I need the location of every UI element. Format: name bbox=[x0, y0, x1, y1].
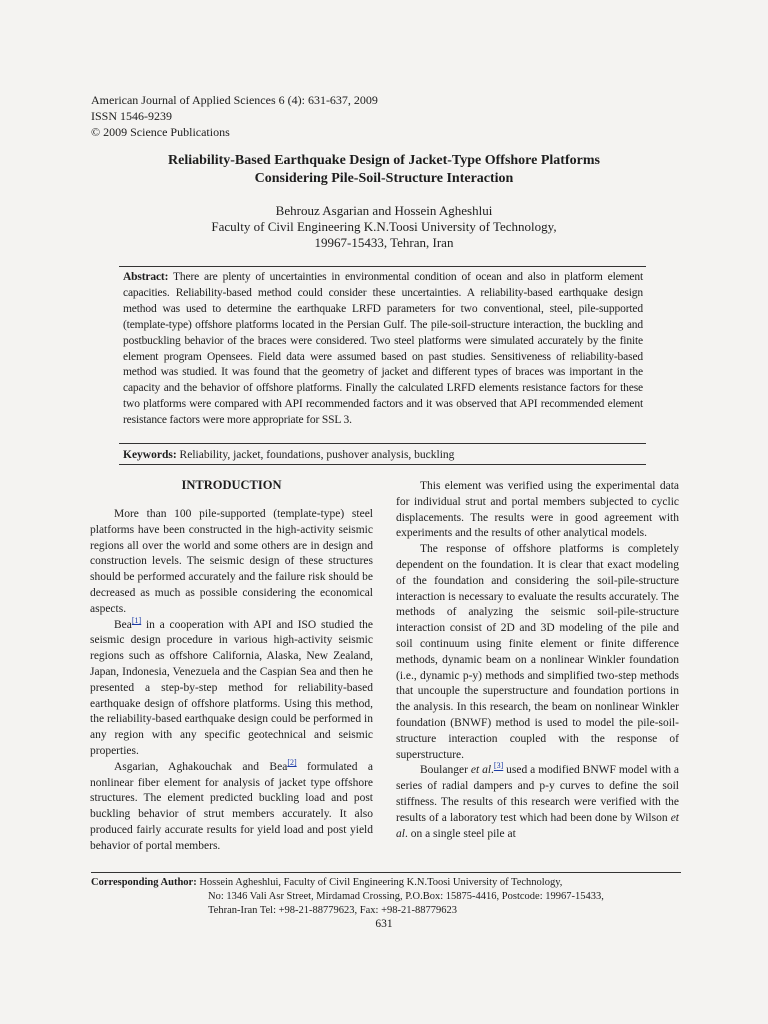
text-run: Bea bbox=[114, 618, 132, 631]
et-al: et al bbox=[396, 811, 679, 840]
author-affiliation: Faculty of Civil Engineering K.N.Toosi University of Technology, bbox=[211, 219, 557, 234]
text-run: . on a single steel pile at bbox=[404, 827, 516, 840]
keywords-text: Reliability, jacket, foundations, pushover analysis, buckling bbox=[179, 449, 455, 461]
title-line-2: Considering Pile-Soil-Structure Interaction bbox=[254, 171, 514, 186]
intro-paragraph-2 bbox=[90, 615, 373, 760]
author-names: Behrouz Asgarian and Hossein Agheshlui bbox=[275, 203, 493, 218]
right-column bbox=[396, 479, 679, 842]
footer-rule bbox=[91, 872, 681, 873]
issn: ISSN 1546-9239 bbox=[91, 109, 173, 123]
abstract-top-rule bbox=[119, 266, 646, 267]
section-heading-introduction: INTRODUCTION bbox=[181, 478, 282, 492]
copyright: © 2009 Science Publications bbox=[91, 125, 230, 139]
right-paragraph-2: The response of offshore platforms is completely dependent on the foundation. It is clear that exact modeling of the foundation and considering the soil-pile-structure interaction is necessary to evaluate the results accurately. The methods of analyzing the seismic soil-pile-structure interaction consist of 2D and 3D modeling of the pile and soil continuum using finite element or finite difference methods, dynamic beam on a nonlinear Winkler foundation (i.e., dynamic p-y) methods and simplified two-step methods that uncouple the superstructure and foundation portions in the analysis. In this research, the beam on nonlinear Winkler foundation (BNWF) method is used to model the pile-soil-structure interaction coupled with the response of superstructure. bbox=[396, 543, 679, 761]
corr-line-2: No: 1346 Vali Asr Street, Mirdamad Crossing, P.O.Box: 15875-4416, Postcode: 19967-15433, bbox=[208, 891, 604, 902]
author-block bbox=[60, 203, 708, 251]
keywords-label: Keywords: bbox=[123, 449, 177, 461]
text-run: Boulanger bbox=[420, 764, 471, 777]
paper-title bbox=[60, 152, 708, 188]
left-column bbox=[90, 477, 373, 855]
right-paragraph-1: This element was verified using the experimental data for individual strut and portal members subjected to cyclic displacements. The results were in good agreement with experiments and the results of other analytical models. bbox=[396, 480, 679, 540]
abstract-bottom-rule bbox=[119, 443, 646, 444]
keywords-rule bbox=[119, 464, 646, 465]
corr-line-3: Tehran-Iran Tel: +98-21-88779623, Fax: +98-21-88779623 bbox=[208, 905, 458, 916]
reference-link-1[interactable]: [1] bbox=[131, 615, 142, 625]
reference-link-2[interactable]: [2] bbox=[287, 757, 297, 767]
text-run: formulated a nonlinear fiber element for analysis of jacket type offshore structures. The element predicted buckling load and post buckling behavior of strut members accurately. It also produced fairly accurate results for yield load and post yield behavior of portal members. bbox=[90, 760, 373, 852]
title-line-1: Reliability-Based Earthquake Design of Jacket-Type Offshore Platforms bbox=[168, 153, 600, 168]
corr-label: Corresponding Author: bbox=[91, 877, 197, 888]
corr-text: Hossein Agheshlui, Faculty of Civil Engineering K.N.Toosi University of Technology, bbox=[199, 877, 563, 888]
abstract bbox=[123, 270, 643, 429]
reference-link-3[interactable]: [3] bbox=[493, 761, 504, 771]
keywords bbox=[123, 447, 643, 463]
journal-header bbox=[91, 92, 378, 140]
text-run: Asgarian, Aghakouchak and Bea bbox=[114, 760, 288, 773]
text-run: . bbox=[491, 764, 494, 777]
journal-citation: American Journal of Applied Sciences 6 (4): 631-637, 2009 bbox=[91, 93, 378, 107]
text-run: in a cooperation with API and ISO studied the seismic design procedure in various high-activity seismic regions such as offshore California, Alaska, New Zealand, Japan, Indonesia, Venezuela and the Caspian Sea and then he presented a step-by-step method for reliability-based earthquake design of offshore platforms. Using this method, the reliability-based earthquake design could be performed in any region with any specific geotechnical and seismic properties. bbox=[90, 618, 373, 757]
text-run: used a modified BNWF model with a series of radial dampers and p-y curves to define the soil stiffness. The results of this research were verified with the results of a laboratory test which had been done by Wilson bbox=[396, 764, 679, 824]
corresponding-author bbox=[91, 876, 691, 918]
right-paragraph-3 bbox=[396, 763, 679, 842]
abstract-label: Abstract: bbox=[123, 271, 169, 283]
page-number: 631 bbox=[375, 918, 393, 930]
et-al: et al bbox=[470, 764, 492, 777]
abstract-text: There are plenty of uncertainties in environmental condition of ocean and also in platform element capacities. Reliability-based method could consider these uncertainties. A reliability-based earthquake design method was used to determine the earthquake LRFD parameters for two conventional, steel, pile-supported (template-type) offshore platforms located in the Persian Gulf. The pile-soil-structure interaction, the buckling and postbuckling behavior of the braces were considered. Two steel platforms were simulated accurately by the finite element program Opensees. Field data were assumed based on past studies. Sensitiveness of reliability-based method was studied. It was found that the geometry of jacket and different types of braces was important in the capacity and the behavior of offshore platforms. Finally the calculated LRFD elements resistance factors for these two platforms were compared with API recommended factors and it was observed that API recommended element resistance factors were more appropriate for SSL 3. bbox=[123, 271, 643, 427]
corr-line-1 bbox=[91, 876, 691, 890]
intro-paragraph-3 bbox=[90, 757, 373, 855]
author-address: 19967-15433, Tehran, Iran bbox=[314, 235, 454, 250]
intro-paragraph-1: More than 100 pile-supported (template-type) steel platforms have been constructed in the high-activity seismic regions all over the world and some others are in design and construction levels. The seismic design of these structures should be performed accurately and the failure risk should be decreased as much as possible considering the economical aspects. bbox=[90, 508, 373, 615]
